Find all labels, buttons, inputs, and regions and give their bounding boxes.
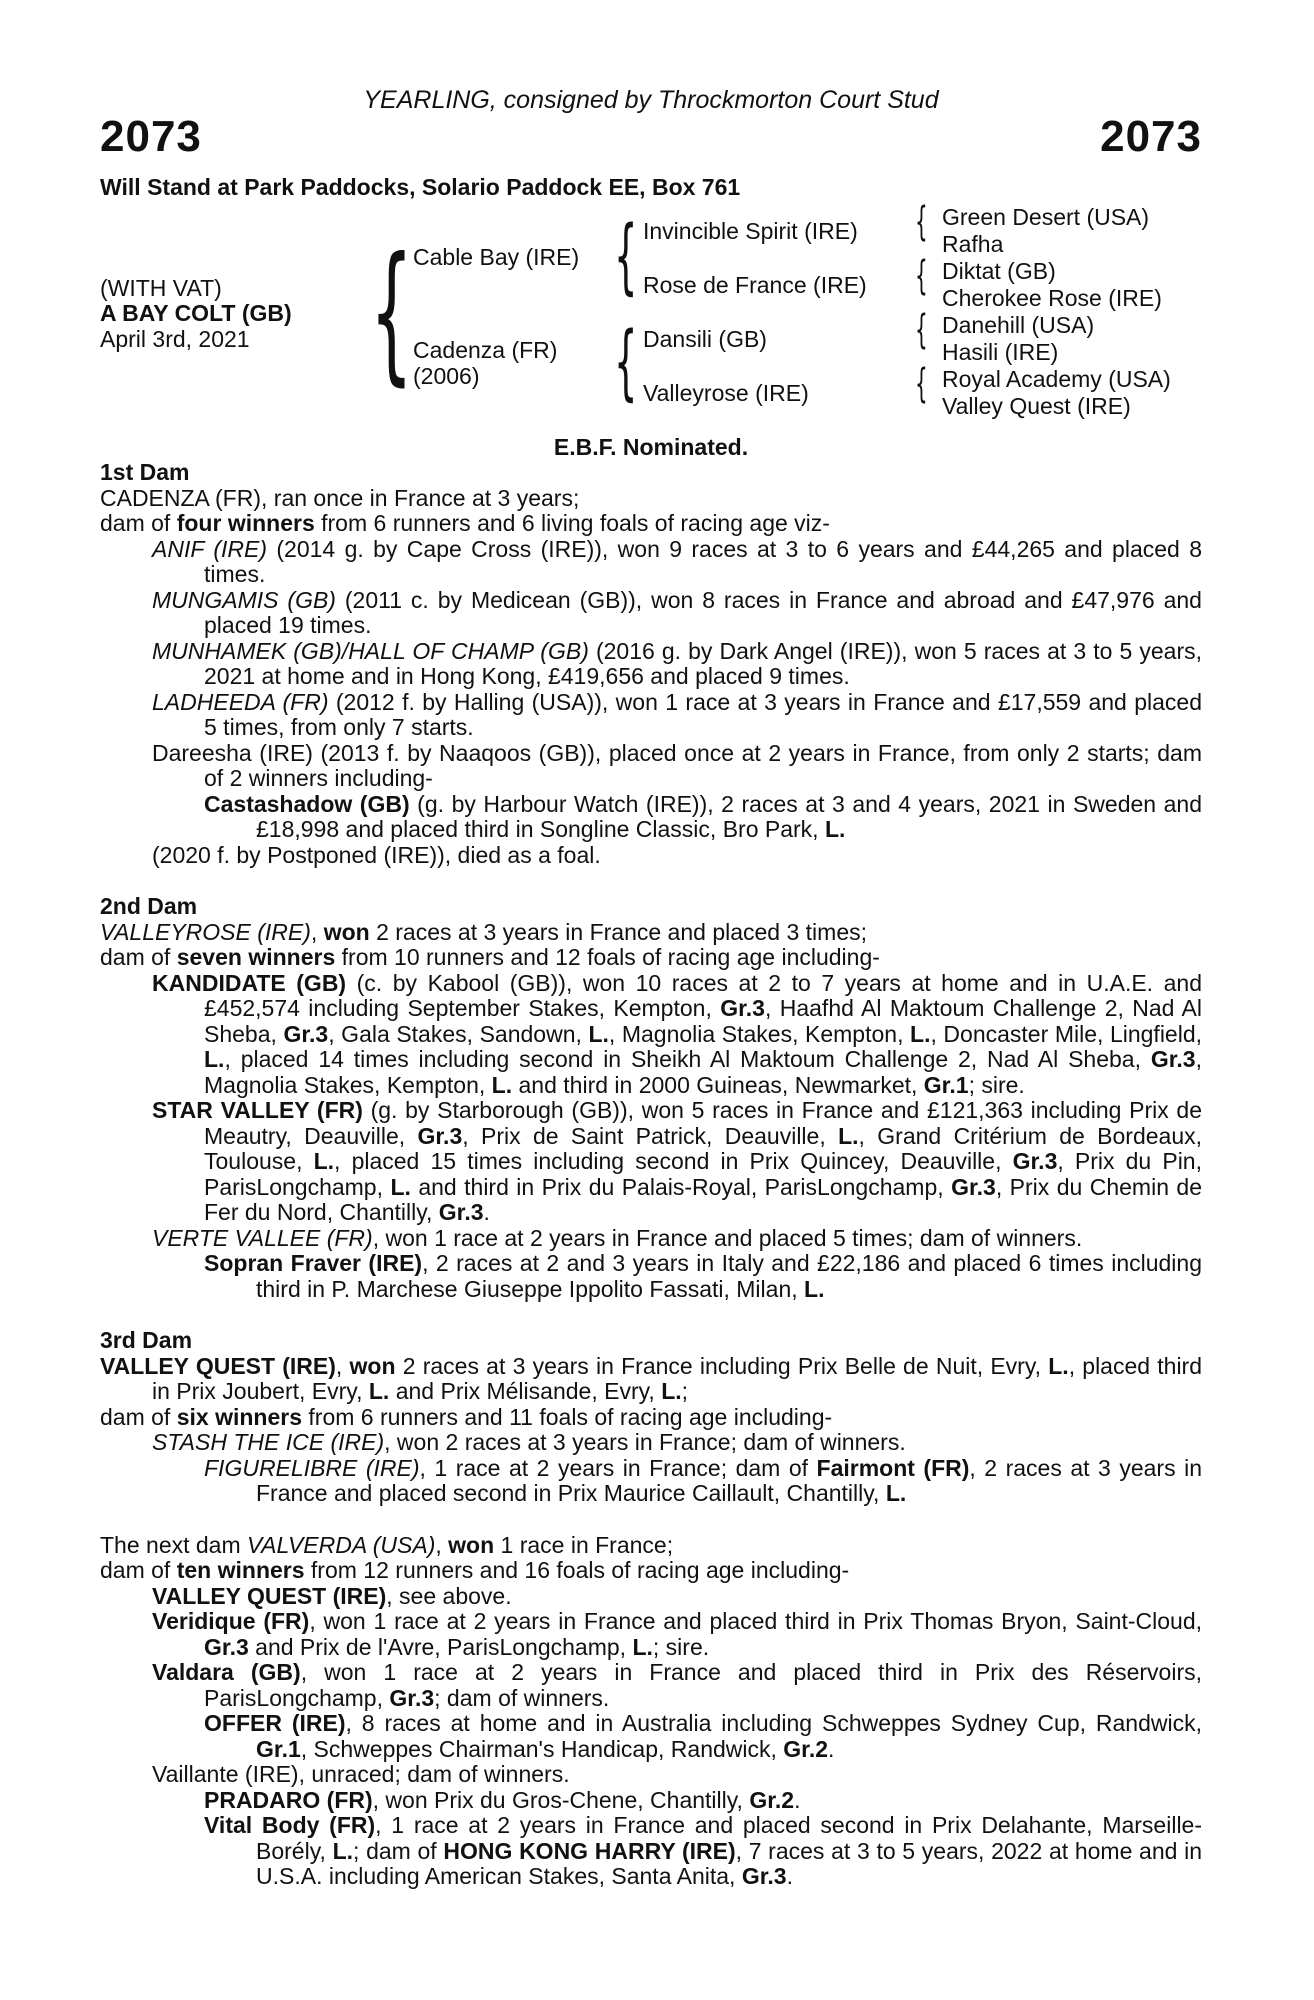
progeny-entry: MUNHAMEK (GB)/HALL OF CHAMP (GB) (2016 g. by Dark Angel (IRE)), won 5 races at 3 to 5 years, 2021 at home and in Hong Kong, £419,656 and placed 9 times. — [152, 637, 1202, 689]
progeny-entry: VERTE VALLEE (FR), won 1 race at 2 years in France and placed 5 times; dam of winners. — [152, 1224, 1083, 1251]
vat-note: (WITH VAT) — [100, 275, 222, 301]
stabling-location: Will Stand at Park Paddocks, Solario Paddock EE, Box 761 — [100, 174, 741, 200]
ped-dsd: Hasili (IRE) — [942, 339, 1059, 365]
ped-sds: Diktat (GB) — [942, 258, 1056, 284]
ped-dss: Danehill (USA) — [942, 312, 1095, 338]
progeny-entry: KANDIDATE (GB) (c. by Kabool (GB)), won 10 races at 2 to 7 years at home and in U.A.E. and £452,574 including September Stakes, Kempton, Gr.3, Haafhd Al Maktoum Challenge 2, Nad Al Sheba, Gr.3, Gala Stakes, Sandown, L., Magnolia Stakes, Kempton, L., Doncaster Mile, Lingfield, L., placed 14 times including second in Sheikh Al Maktoum Challenge 2, Nad Al Sheba, Gr.3, Magnolia Stakes, Kempton, L. and third in 2000 Guineas, Newmarket, Gr.1; sire. — [152, 969, 1203, 1098]
progeny-entry: Vital Body (FR), 1 race at 2 years in France and placed second in Prix Delahante, Marseille-Borély, L.; dam of HONG KONG HARRY (IRE), 7 races at 3 to 5 years, 2022 at home and in U.S.A. including American Stakes, Santa Anita, Gr.3. — [204, 1812, 1203, 1889]
section-heading: 2nd Dam — [100, 893, 198, 919]
dam-line: CADENZA (FR), ran once in France at 3 years; — [100, 484, 580, 511]
horse-name: A BAY COLT (GB) — [100, 300, 292, 326]
progeny-entry: Veridique (FR), won 1 race at 2 years in France and placed third in Prix Thomas Bryon, Saint-Cloud, Gr.3 and Prix de l'Avre, ParisLongchamp, L.; sire. — [152, 1608, 1202, 1660]
progeny-entry: FIGURELIBRE (IRE), 1 race at 2 years in France; dam of Fairmont (FR), 2 races at 3 years in France and placed second in Prix Maurice Caillault, Chantilly, L. — [204, 1454, 1202, 1506]
progeny-entry: LADHEEDA (FR) (2012 f. by Halling (USA)), won 1 race at 3 years in France and £17,559 and placed 5 times, from only 7 starts. — [152, 688, 1203, 740]
brace-dd: { — [915, 361, 928, 407]
progeny-entry: Valdara (GB), won 1 race at 2 years in France and placed third in Prix des Réservoirs, ParisLongchamp, Gr.3; dam of winners. — [152, 1659, 1202, 1711]
progeny-entry: STAR VALLEY (FR) (g. by Starborough (GB)), won 5 races in France and £121,363 including Prix de Meautry, Deauville, Gr.3, Prix de Saint Patrick, Deauville, L., Grand Critérium de Bordeaux, Toulouse, L., placed 15 times including second in Prix Quincey, Deauville, Gr.3, Prix du Pin, ParisLongchamp, L. and third in Prix du Palais-Royal, ParisLongchamp, Gr.3, Prix du Chemin de Fer du Nord, Chantilly, Gr.3. — [152, 1097, 1203, 1225]
dam-line: VALLEY QUEST (IRE), won 2 races at 3 years in France including Prix Belle de Nuit, Evry, L., placed third in Prix Joubert, Evry, L. and Prix Mélisande, Evry, L.; — [100, 1352, 1203, 1404]
brace-sd: { — [915, 253, 928, 299]
section-heading: 1st Dam — [100, 459, 190, 485]
dam-produce-summary: dam of six winners from 6 runners and 11 foals of racing age including- — [100, 1403, 833, 1430]
dam-year: (2006) — [413, 363, 480, 389]
sire-sire: Invincible Spirit (IRE) — [643, 218, 858, 244]
lot-number-left: 2073 — [100, 112, 202, 161]
produce-record — [100, 460, 1202, 1890]
dam-produce-summary: dam of seven winners from 10 runners and 12 foals of racing age including- — [100, 944, 880, 970]
ped-sss: Green Desert (USA) — [942, 204, 1150, 230]
ped-ddd: Valley Quest (IRE) — [942, 393, 1131, 419]
pedigree-table — [100, 200, 1202, 420]
ped-sdd: Cherokee Rose (IRE) — [942, 285, 1162, 311]
progeny-entry: Sopran Fraver (IRE), 2 races at 2 and 3 years in Italy and £22,186 and placed 6 times including third in P. Marchese Giuseppe Ippolito Fassati, Milan, L. — [204, 1250, 1202, 1302]
dam-produce-summary: dam of four winners from 6 runners and 6 living foals of racing age viz- — [100, 510, 830, 536]
dam-dam: Valleyrose (IRE) — [643, 380, 809, 406]
progeny-entry: Castashadow (GB) (g. by Harbour Watch (IRE)), 2 races at 3 and 4 years, 2021 in Sweden and £18,998 and placed third in Songline Classic, Bro Park, L. — [204, 790, 1202, 842]
progeny-entry: PRADARO (FR), won Prix du Gros-Chene, Chantilly, Gr.2. — [204, 1786, 801, 1813]
ped-ssd: Rafha — [942, 231, 1004, 257]
brace-ds: { — [915, 307, 928, 353]
progeny-entry: STASH THE ICE (IRE), won 2 races at 3 years in France; dam of winners. — [152, 1429, 906, 1455]
brace-first: { — [370, 226, 413, 400]
foaling-date: April 3rd, 2021 — [100, 326, 250, 352]
consignor-line: YEARLING, consigned by Throckmorton Court Stud — [363, 86, 939, 114]
sire: Cable Bay (IRE) — [413, 244, 580, 270]
ebf-nominated: E.B.F. Nominated. — [553, 434, 749, 460]
sire-dam: Rose de France (IRE) — [643, 272, 867, 298]
progeny-entry: (2020 f. by Postponed (IRE)), died as a foal. — [152, 841, 601, 868]
progeny-entry: ANIF (IRE) (2014 g. by Cape Cross (IRE)), won 9 races at 3 to 6 years and £44,265 and placed 8 times. — [152, 535, 1202, 587]
progeny-entry: OFFER (IRE), 8 races at home and in Australia including Schweppes Sydney Cup, Randwick, Gr.1, Schweppes Chairman's Handicap, Randwick, Gr.2. — [204, 1710, 1202, 1762]
dam-produce-summary: dam of ten winners from 12 runners and 16 foals of racing age including- — [100, 1557, 850, 1583]
ped-dds: Royal Academy (USA) — [942, 366, 1171, 392]
lot-number-right: 2073 — [1100, 112, 1202, 161]
brace-dam: { — [614, 315, 638, 410]
progeny-entry: Vaillante (IRE), unraced; dam of winners. — [152, 1761, 570, 1787]
progeny-entry: MUNGAMIS (GB) (2011 c. by Medicean (GB)), won 8 races in France and abroad and £47,976 and placed 19 times. — [152, 586, 1202, 638]
progeny-entry: VALLEY QUEST (IRE), see above. — [152, 1582, 512, 1609]
brace-sire: { — [614, 209, 638, 304]
dam-sire: Dansili (GB) — [643, 326, 767, 352]
dam: Cadenza (FR) — [413, 337, 558, 363]
dam-line: The next dam VALVERDA (USA), won 1 race in France; — [100, 1531, 674, 1558]
dam-line: VALLEYROSE (IRE), won 2 races at 3 years in France and placed 3 times; — [100, 918, 868, 945]
progeny-entry: Dareesha (IRE) (2013 f. by Naaqoos (GB)), placed once at 2 years in France, from only 2 starts; dam of 2 winners including- — [152, 739, 1202, 791]
section-heading: 3rd Dam — [100, 1327, 193, 1353]
brace-ss: { — [915, 199, 928, 245]
